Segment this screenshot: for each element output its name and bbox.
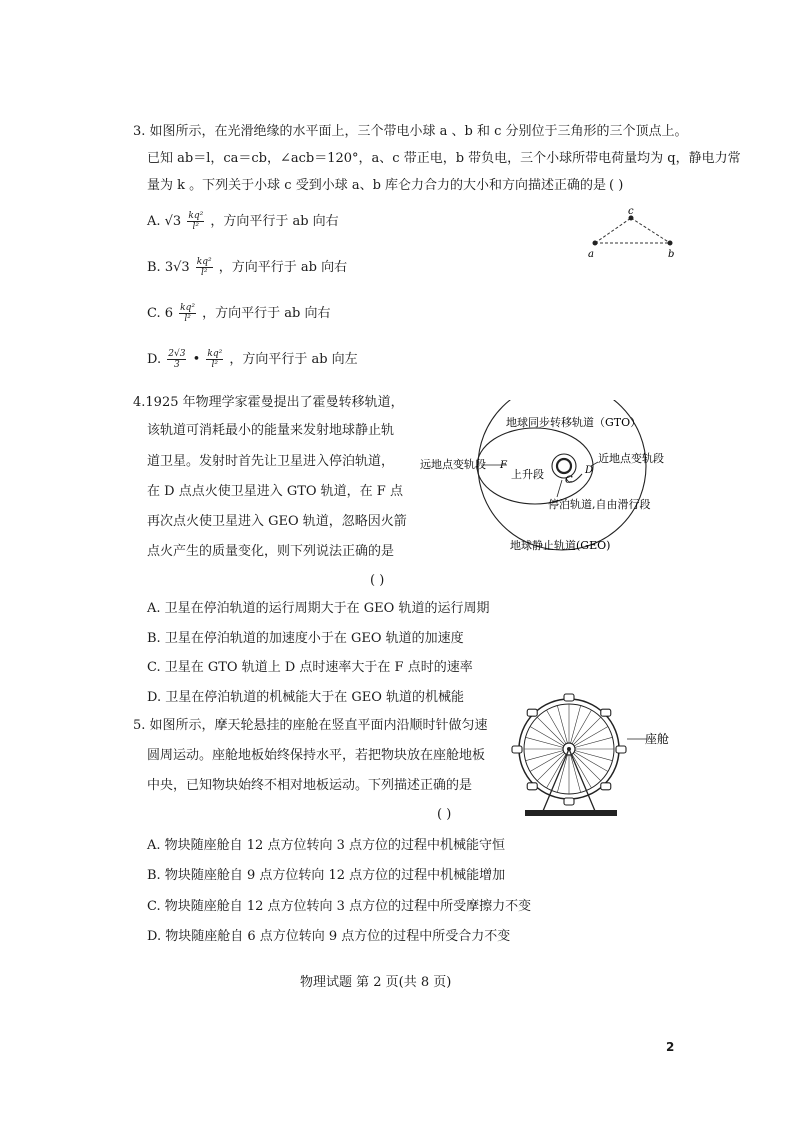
- cabin: [512, 746, 522, 753]
- q4-line5: 再次点火使卫星进入 GEO 轨道，忽略因火箭: [147, 514, 407, 529]
- label-a: a: [588, 249, 594, 260]
- label-parking: 停泊轨道,自由滑行段: [548, 498, 651, 511]
- orbit-figure: [420, 400, 720, 560]
- q4-line2: 该轨道可消耗最小的能量来发射地球静止轨: [147, 423, 395, 438]
- label-geo: 地球静止轨道(GEO): [510, 539, 611, 552]
- q3-option-d: [147, 348, 358, 370]
- fraction-numerator: kq²: [196, 257, 212, 267]
- q3-option-d-text: ，方向平行于 ab 向左: [229, 352, 358, 367]
- fraction: [196, 257, 213, 278]
- q3-option-b: [147, 256, 347, 278]
- label-rise: 上升段: [511, 468, 544, 481]
- fraction-denominator: l²: [184, 314, 191, 324]
- cabin: [527, 709, 537, 716]
- q5-line1: 5. 如图所示，摩天轮悬挂的座舱在竖直平面内沿顺时针做匀速: [133, 718, 488, 733]
- label-far-segment: 远地点变轨段: [420, 458, 486, 471]
- q5-option-d: D. 物块随座舱自 6 点方位转向 9 点方位的过程中所受合力不变: [147, 929, 511, 944]
- q3-line1: 3. 如图所示，在光滑绝缘的水平面上，三个带电小球 a 、b 和 c 分别位于三角形的三个顶点上。: [133, 124, 688, 139]
- fraction-denominator: 3: [173, 360, 180, 370]
- fraction-denominator: l²: [200, 268, 208, 278]
- q3-answer-paren: ( ): [609, 178, 624, 193]
- q4-option-c: C. 卫星在 GTO 轨道上 D 点时速率大于在 F 点时的速率: [147, 660, 473, 675]
- fraction: [167, 349, 186, 370]
- fraction: [187, 211, 204, 232]
- label-near-segment: 近地点变轨段: [598, 452, 664, 465]
- cabin: [564, 798, 574, 805]
- q5-answer-paren: ( ): [437, 807, 452, 822]
- wheel-spoke: [526, 749, 569, 761]
- charge-a-dot: [593, 241, 598, 246]
- fraction: [179, 303, 196, 324]
- ferris-base: [525, 810, 617, 816]
- q3-line2: 已知 ab＝l，ca＝cb，∠acb＝120°，a、c 带正电，b 带负电，三个小球所带电荷量均为 q，静电力常: [147, 151, 741, 166]
- wheel-spoke: [569, 749, 581, 792]
- fraction-numerator: kq²: [207, 349, 223, 359]
- fraction-numerator: kq²: [180, 303, 195, 313]
- multiply-dot: •: [192, 352, 201, 367]
- label-F: F: [500, 460, 507, 471]
- fraction-denominator: l²: [211, 360, 219, 370]
- wheel-spoke: [557, 706, 569, 749]
- q4-line6: 点火产生的质量变化，则下列说法正确的是: [147, 544, 395, 559]
- q4-answer-paren: ( ): [370, 573, 385, 588]
- q4-line1: 4.1925 年物理学家霍曼提出了霍曼转移轨道，: [133, 395, 404, 410]
- wheel-spoke: [569, 749, 612, 761]
- q4-option-b: B. 卫星在停泊轨道的加速度小于在 GEO 轨道的加速度: [147, 631, 464, 646]
- q5-option-b: B. 物块随座舱自 9 点方位转向 12 点方位的过程中机械能增加: [147, 868, 506, 883]
- label-D: D: [585, 465, 594, 476]
- q5-line2: 圆周运动。座舱地板始终保持水平，若把物块放在座舱地板: [147, 748, 486, 763]
- cabin: [601, 783, 611, 790]
- triangle-figure: [580, 205, 690, 265]
- label-gto: 地球同步转移轨道（GTO）: [506, 416, 642, 429]
- earth: [557, 459, 571, 473]
- q3-option-a-coef: A. √3: [147, 214, 182, 229]
- fraction-numerator: kq²: [188, 211, 204, 221]
- q4-line4: 在 D 点点火使卫星进入 GTO 轨道，在 F 点: [147, 484, 403, 499]
- wheel-spoke: [557, 749, 569, 792]
- q5-option-a: A. 物块随座舱自 12 点方位转向 3 点方位的过程中机械能守恒: [147, 838, 505, 853]
- wheel-spoke: [569, 737, 612, 749]
- page-number: 2: [666, 1040, 675, 1054]
- charge-b-dot: [668, 241, 673, 246]
- ferris-wheel-figure: [505, 685, 720, 825]
- label-c: c: [628, 206, 634, 217]
- q4-option-d: D. 卫星在停泊轨道的机械能大于在 GEO 轨道的机械能: [147, 690, 465, 705]
- fraction-denominator: l²: [192, 222, 200, 232]
- q5-option-c: C. 物块随座舱自 12 点方位转向 3 点方位的过程中所受摩擦力不变: [147, 899, 532, 914]
- q3-option-a: [147, 210, 339, 232]
- wheel-spoke: [526, 737, 569, 749]
- label-C: C: [565, 475, 573, 486]
- wheel-spoke: [569, 706, 581, 749]
- fraction-numerator: 2√3: [168, 349, 186, 359]
- page-footer: 物理试题 第 2 页(共 8 页): [300, 975, 452, 990]
- q3-option-c-text: ，方向平行于 ab 向右: [202, 306, 331, 321]
- q3-option-c-coef: C. 6: [147, 306, 174, 321]
- cabin: [527, 783, 537, 790]
- q3-option-a-text: ，方向平行于 ab 向右: [210, 214, 339, 229]
- q3-line3: 量为 k 。下列关于小球 c 受到小球 a、b 库仑力合力的大小和方向描述正确的是: [147, 178, 607, 193]
- q3-option-c: [147, 302, 330, 324]
- label-b: b: [668, 249, 675, 260]
- label-cabin: 座舱: [645, 732, 670, 746]
- fraction: [206, 349, 223, 370]
- q4-option-a: A. 卫星在停泊轨道的运行周期大于在 GEO 轨道的运行周期: [147, 601, 490, 616]
- cabin: [601, 709, 611, 716]
- cabin: [564, 694, 574, 701]
- q3-option-b-coef: B. 3√3: [147, 260, 190, 275]
- q4-line3: 道卫星。发射时首先让卫星进入停泊轨道，: [147, 454, 395, 469]
- q5-line3: 中央，已知物块始终不相对地板运动。下列描述正确的是: [147, 778, 473, 793]
- q3-option-b-text: ，方向平行于 ab 向右: [218, 260, 348, 275]
- q3-option-d-label: D.: [147, 352, 162, 367]
- cabin: [616, 746, 626, 753]
